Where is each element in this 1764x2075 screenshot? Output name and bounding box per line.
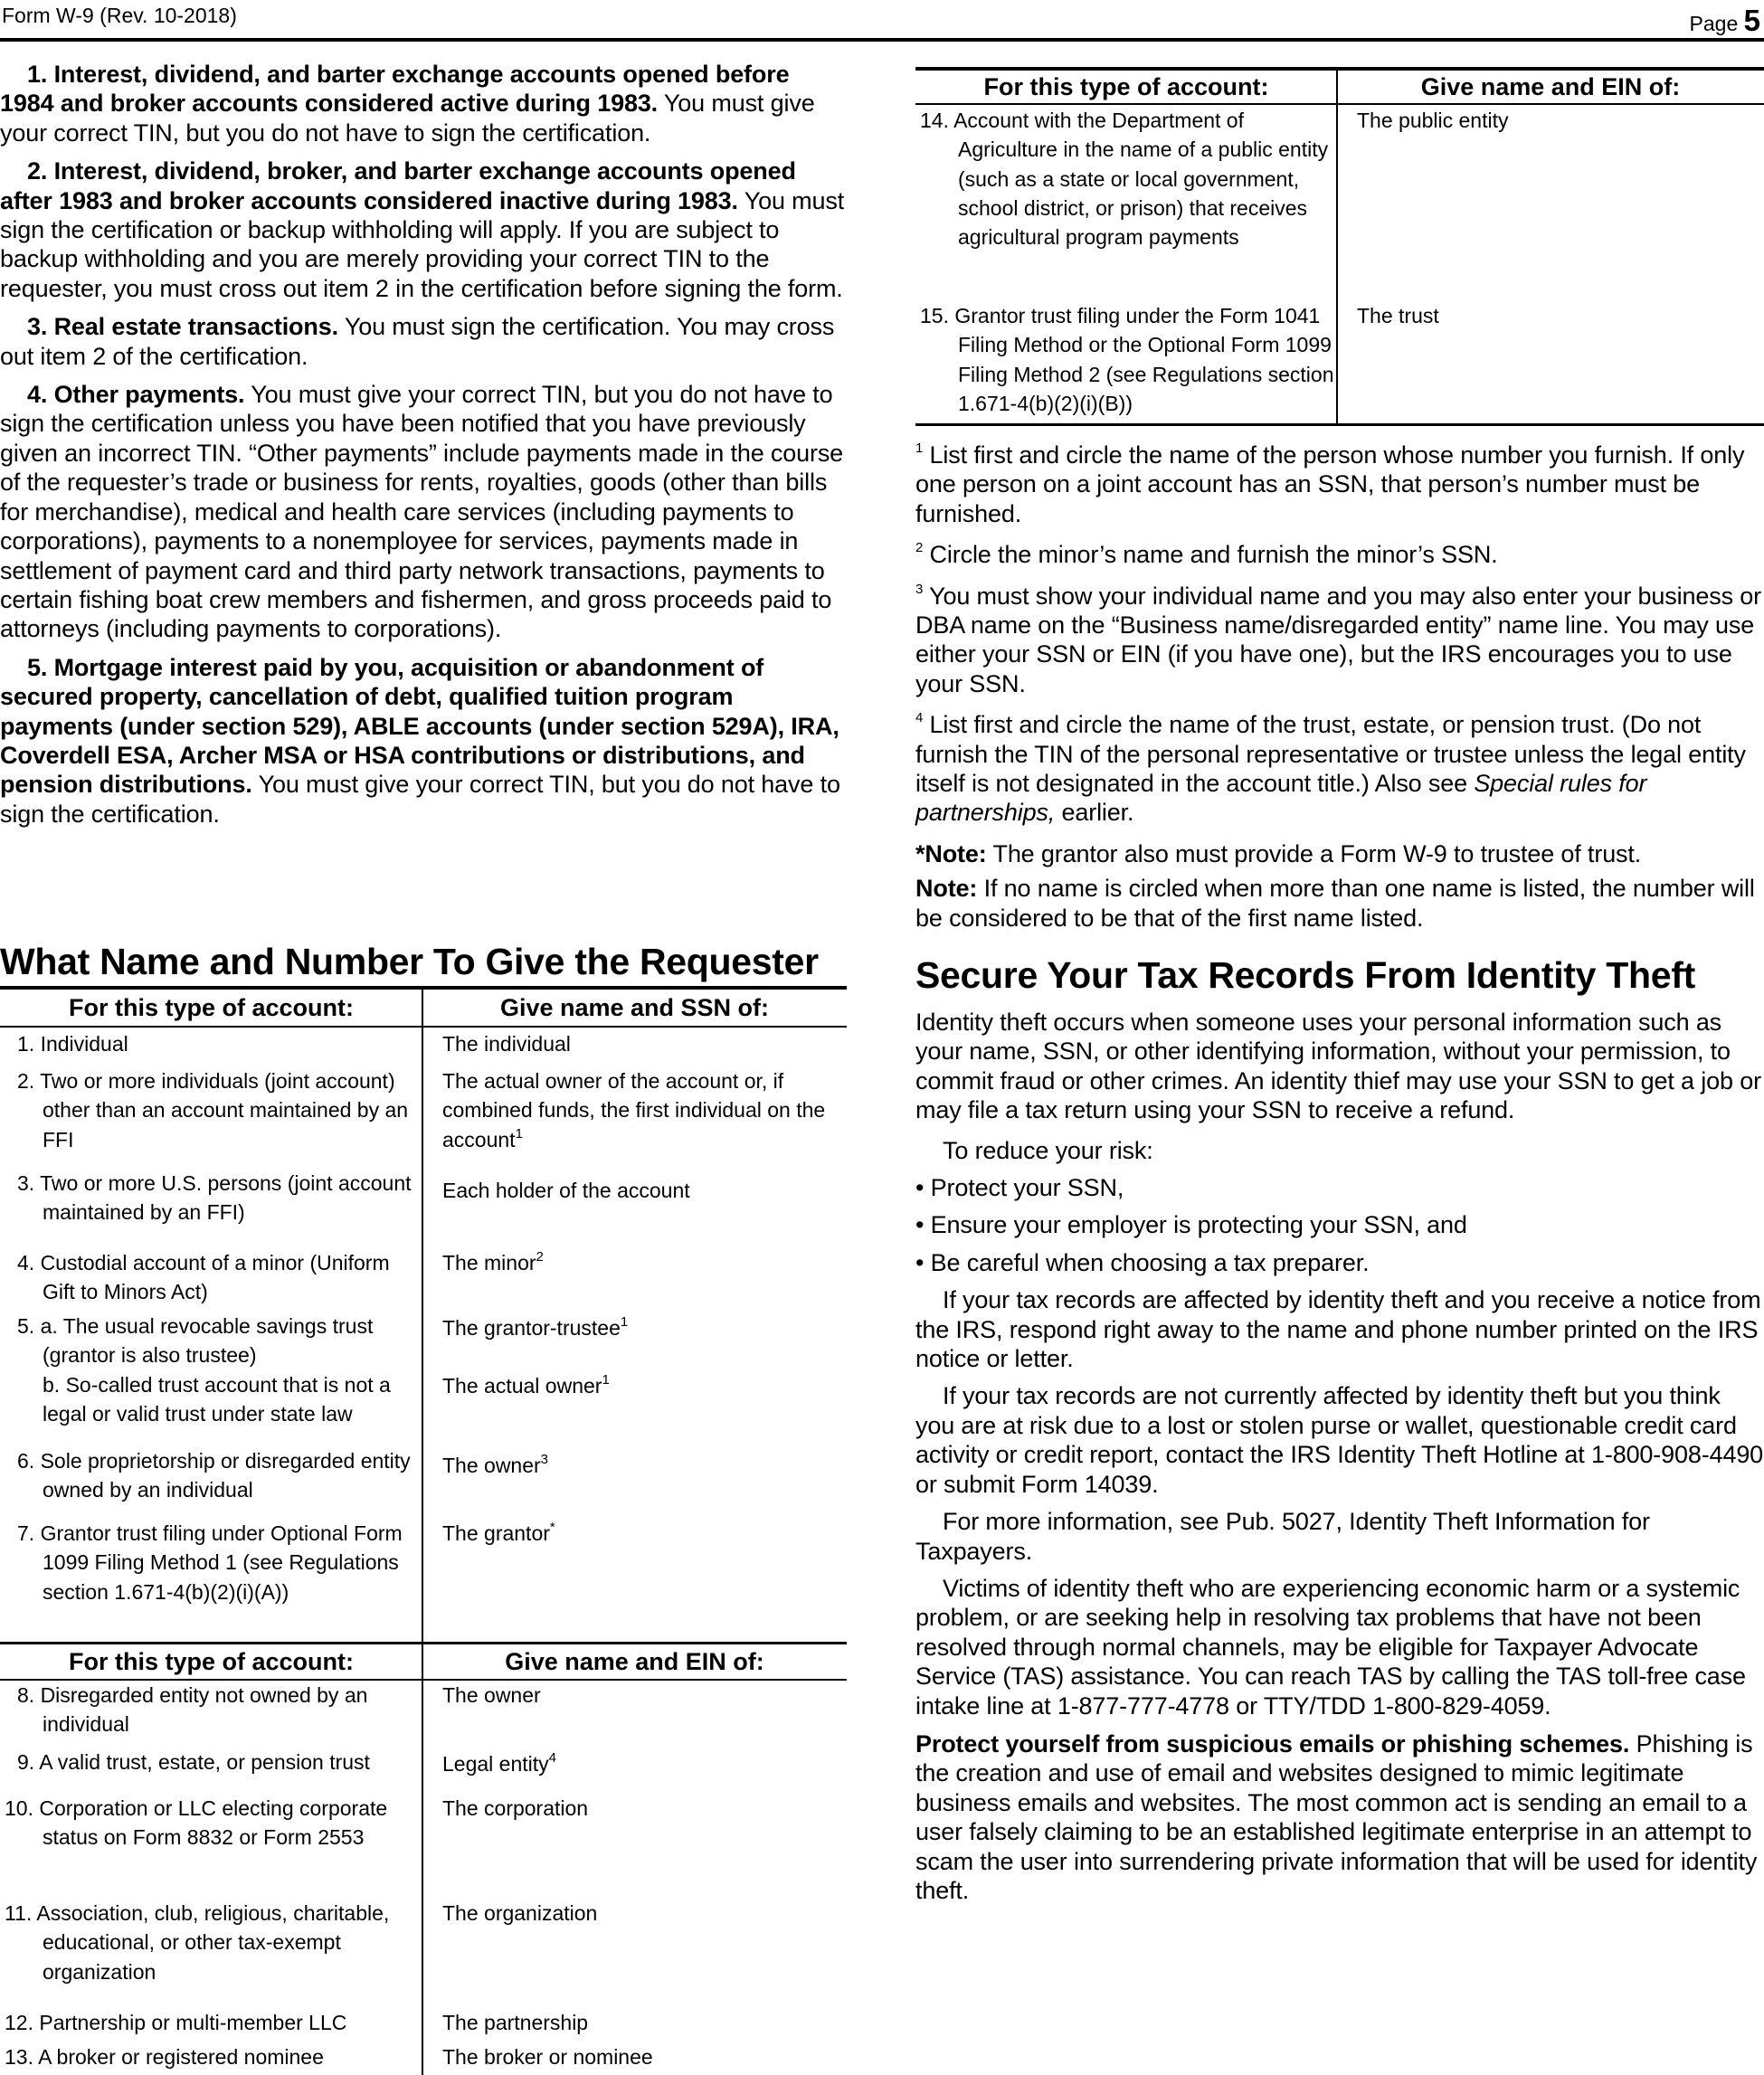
column-header-give: Give name and SSN of:: [499, 994, 770, 1021]
paragraph-text: You must give your correct TIN, but you do not have to sign the certification unless you have been notified that you have previously given an incorrect TIN. “Other payments” include payments made in the course of the requester’s trade or business for rents, royalties, goods (other than bills for merchandise), medical and health care services (including payments to corporations), payments to a nonemployee for services, payments made in settlement of payment card and third party network transactions, payments to certain fishing boat crew members and fishermen, and gross proceeds paid to attorneys (including payments to corporations).: [0, 381, 844, 643]
column-header-give: Give name and EIN of:: [1420, 73, 1681, 100]
column-header-account: For this type of account:: [68, 994, 354, 1021]
footnote-text-after: earlier.: [1055, 799, 1134, 827]
give-name-text: The minor: [442, 1251, 536, 1274]
account-type-cell: 1. Individual: [17, 1032, 128, 1056]
footnote-number: 4: [915, 710, 924, 726]
footnote-number: 1: [915, 441, 924, 456]
give-name-text: Legal entity: [442, 1752, 549, 1776]
footnote-italic: Special rules for partnerships,: [915, 770, 1647, 827]
give-name-cell: [442, 1313, 843, 1342]
give-name-cell: [442, 1066, 843, 1154]
give-name-cell: [442, 1371, 843, 1400]
footnote-ref: *: [549, 1520, 555, 1535]
column-header-account: For this type of account:: [983, 73, 1269, 100]
account-type-cell: 9. A valid trust, estate, or pension trust: [17, 1750, 370, 1774]
paragraph-lead: 4. Other payments.: [27, 381, 245, 409]
give-name-text: The public entity: [1357, 109, 1509, 132]
give-name-text: The individual: [442, 1032, 571, 1056]
give-name-text: Each holder of the account: [442, 1179, 690, 1202]
give-name-text: The owner: [442, 1454, 541, 1477]
phishing-lead: Protect yourself from suspicious emails or phishing schemes.: [915, 1729, 1630, 1758]
account-type-cell: 2. Two or more individuals (joint account) other than an account maintained by an FFI: [17, 1069, 409, 1151]
identity-paragraph: For more information, see Pub. 5027, Identity Theft Information for Taxpayers.: [915, 1508, 1650, 1565]
table-rule: [915, 423, 1764, 426]
give-name-text: The actual owner: [442, 1374, 602, 1398]
account-type-cell: 14. Account with the Department of Agriculture in the name of a public entity (such as a state or local government, school district, or prison) that receives agricultural program payments: [920, 109, 1329, 250]
footnote-ref: 4: [548, 1750, 556, 1766]
bullet-item: • Be careful when choosing a tax preparer.: [915, 1248, 1370, 1276]
footnote-text: List first and circle the name of the trust, estate, or pension trust. (Do not furnish the TIN of the personal representative or trustee unless the legal entity itself is not designated in the account title.) Also see: [915, 711, 1746, 798]
form-title: Form W-9 (Rev. 10-2018): [2, 4, 237, 27]
footnote-ref: 3: [540, 1452, 549, 1467]
give-name-cell: [1357, 301, 1760, 330]
column-divider: [422, 988, 423, 2075]
give-name-text: The partnership: [442, 2011, 589, 2034]
identity-paragraph: Victims of identity theft who are experiencing economic harm or a systemic problem, or are seeking help in resolving tax problems that have not been resolved through normal channels, may be eligible for Taxpayer Advocate Service (TAS) assistance. You can reach TAS by calling the TAS toll-free case intake line at 1-877-777-4778 or TTY/TDD 1-800-829-4059.: [915, 1574, 1746, 1720]
footnote-ref: 2: [536, 1249, 544, 1265]
reduce-risk-lead: To reduce your risk:: [943, 1136, 1153, 1164]
give-name-cell: [442, 1899, 843, 1928]
paragraph-text: You must sign the certification or backup withholding will apply. If you are subject to backup withholding and you are merely providing your correct TIN to the requester, you must cross out item 2 in the certification before signing the form.: [0, 186, 845, 302]
give-name-cell: [442, 2008, 843, 2037]
give-name-cell: [442, 1749, 843, 1778]
note-label: Note:: [915, 875, 978, 903]
account-type-cell: 5. a. The usual revocable savings trust (grantor is also trustee): [17, 1314, 374, 1368]
section-heading-identity-theft: Secure Your Tax Records From Identity Theft: [915, 954, 1695, 996]
paragraph-lead: 1. Interest, dividend, and barter exchange accounts opened before 1984 and broker accounts considered active during 1983.: [0, 61, 790, 118]
footnote: [915, 582, 1764, 699]
ein-table-continued: [915, 0, 1764, 434]
footnote-ref: 1: [620, 1314, 629, 1330]
column-header-account: For this type of account:: [68, 1648, 354, 1675]
give-name-text: The grantor: [442, 1521, 550, 1545]
paragraph-lead: 5. Mortgage interest paid by you, acquisition or abandonment of secured property, cancellation of debt, qualified tuition program payments (under section 529), ABLE accounts (under section 529A), IRA, Coverdell ESA, Archer MSA or HSA contributions or distributions, and pension distributions.: [0, 653, 839, 799]
give-name-text: The grantor-trustee: [442, 1316, 621, 1340]
note: [915, 874, 1764, 933]
identity-intro: Identity theft occurs when someone uses your personal information such as your name, SSN, or other identifying information, without your permission, to commit fraud or other crimes. An identity thief may use your SSN to get a job or may file a tax return using your SSN to receive a refund.: [915, 1009, 1761, 1124]
paragraph-text: You must sign the certification. You may cross out item 2 of the certification.: [0, 313, 835, 370]
account-type-cell: 8. Disregarded entity not owned by an individual: [17, 1683, 368, 1737]
account-type-cell: 6. Sole proprietorship or disregarded entity owned by an individual: [17, 1449, 411, 1502]
account-type-cell: 3. Two or more U.S. persons (joint account maintained by an FFI): [17, 1171, 412, 1225]
footnote-text: You must show your individual name and you may also enter your business or DBA name on the “Business name/disregarded entity” name line. You may use either your SSN or EIN (if you have one), but the IRS encourages you to use your SSN.: [915, 582, 1761, 697]
give-name-text: The organization: [442, 1901, 598, 1925]
footnotes: [915, 441, 1764, 944]
page-label: Page: [1689, 12, 1739, 35]
column-divider: [1336, 69, 1338, 425]
phishing-paragraph: [915, 1729, 1764, 1905]
give-name-cell: [442, 1029, 843, 1058]
account-type-cell: b. So-called trust account that is not a legal or valid trust under state law: [43, 1373, 391, 1426]
give-name-cell: [442, 2042, 843, 2071]
footnote-ref: 1: [602, 1372, 610, 1388]
account-type-cell: 7. Grantor trust filing under Optional Form 1099 Filing Method 1 (see Regulations section 1.671-4(b)(2)(i)(A)): [17, 1521, 403, 1604]
footnote: [915, 710, 1764, 828]
identity-theft-section: [915, 1008, 1764, 1913]
identity-paragraph: If your tax records are affected by identity theft and you receive a notice from the IRS, respond right away to the name and phone number printed on the IRS notice or letter.: [915, 1286, 1761, 1373]
table-rule: [0, 1026, 847, 1028]
account-type-cell: 12. Partnership or multi-member LLC: [5, 2011, 347, 2034]
footnote-number: 3: [915, 581, 924, 597]
section-heading-name-number: What Name and Number To Give the Requester: [0, 941, 819, 982]
footnote-text: List first and circle the name of the person whose number you furnish. If only one person on a joint account has an SSN, that person’s number must be furnished.: [915, 441, 1745, 527]
give-name-cell: [442, 1248, 843, 1277]
column-header-give: Give name and EIN of:: [505, 1648, 764, 1675]
footnote: [915, 441, 1764, 528]
give-name-text: The owner: [442, 1683, 541, 1707]
paragraph-lead: 2. Interest, dividend, broker, and barter exchange accounts opened after 1983 and broker accounts considered inactive during 1983.: [0, 157, 796, 214]
footnote-text: Circle the minor’s name and furnish the minor’s SSN.: [923, 541, 1498, 569]
give-name-cell: [442, 1519, 843, 1548]
give-name-text: The trust: [1357, 304, 1439, 327]
note: [915, 839, 1764, 868]
give-name-text: The broker or nominee: [442, 2045, 653, 2069]
footnote-ref: 1: [515, 1125, 523, 1142]
phishing-text: Phishing is the creation and use of email and websites designed to mimic legitimate business emails and websites. The most common act is sending an email to a user falsely claiming to be an established legitimate enterprise in an attempt to scam the user into surrendering private information that will be used for identity theft.: [915, 1729, 1758, 1904]
account-type-cell: 15. Grantor trust filing under the Form 1041 Filing Method or the Optional Form 1099 Filing Method 2 (see Regulations section 1.671-4(b)(2)(i)(B)): [920, 304, 1334, 415]
give-name-cell: [442, 1681, 843, 1710]
page-number-value: 5: [1743, 4, 1760, 37]
give-name-cell: [442, 1794, 843, 1823]
paragraph-text: You must give your correct TIN, but you do not have to sign the certification.: [0, 771, 840, 828]
give-name-cell: [442, 1176, 843, 1205]
give-name-text: The corporation: [442, 1796, 589, 1820]
table-rule: [915, 103, 1764, 105]
identity-paragraph: If your tax records are not currently affected by identity theft but you think you are at risk due to a lost or stolen purse or wallet, questionable credit card activity or credit report, contact the IRS Identity Theft Hotline at 1-800-908-4490 or submit Form 14039.: [915, 1382, 1764, 1498]
note-text: If no name is circled when more than one name is listed, the number will be considered to be that of the first name listed.: [915, 875, 1755, 932]
give-name-cell: [1357, 106, 1760, 135]
account-type-cell: 10. Corporation or LLC electing corporate status on Form 8832 or Form 2553: [5, 1796, 388, 1850]
account-type-cell: 13. A broker or registered nominee: [5, 2045, 324, 2069]
give-name-cell: [442, 1451, 843, 1480]
note-label: *Note:: [915, 839, 987, 867]
bullet-item: • Protect your SSN,: [915, 1174, 1124, 1202]
paragraph-text: You must give your correct TIN, but you do not have to sign the certification.: [0, 90, 815, 147]
footnote-number: 2: [915, 540, 924, 556]
bullet-item: • Ensure your employer is protecting your SSN, and: [915, 1211, 1467, 1239]
paragraph-lead: 3. Real estate transactions.: [27, 313, 338, 341]
note-text: The grantor also must provide a Form W-9 to trustee of trust.: [986, 839, 1642, 867]
account-type-cell: 4. Custodial account of a minor (Uniform Gift to Minors Act): [17, 1251, 390, 1304]
account-type-cell: 11. Association, club, religious, charitable, educational, or other tax-exempt organization: [5, 1901, 390, 1984]
give-name-text: The actual owner of the account or, if combined funds, the first individual on the account: [442, 1069, 826, 1151]
name-number-table: [0, 0, 847, 2075]
footnote: [915, 540, 1764, 569]
